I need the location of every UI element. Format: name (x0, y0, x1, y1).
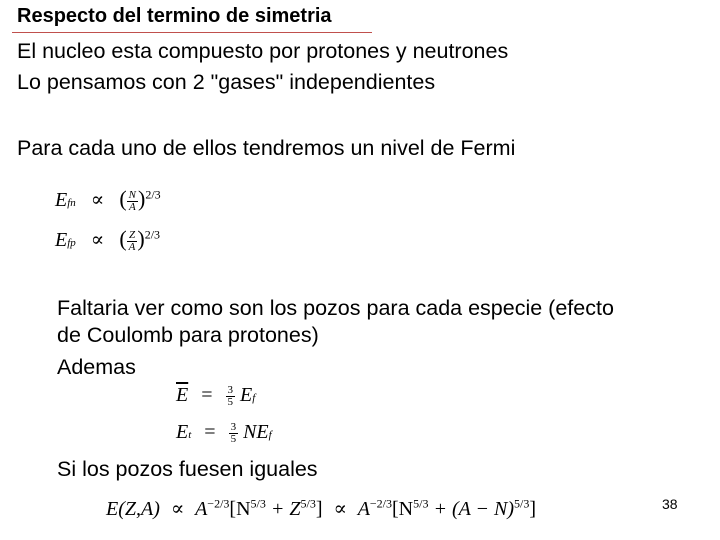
eq-relation: = (204, 421, 216, 443)
eq-exponent: 2/3 (144, 227, 161, 242)
page-number: 38 (662, 496, 678, 512)
equation-mean-energy (176, 384, 255, 408)
text-line-nucleus: El nucleo esta compuesto por protones y neutrones (17, 39, 509, 63)
equation-fermi-protons: Efp ∝ ( $\frac{Z}{A}$ )$^{2/3}$ (55, 226, 161, 253)
eq-fraction: $\frac{Z}{A}$ (128, 228, 136, 253)
text-line-wells-equal: Si los pozos fuesen iguales (57, 457, 318, 481)
eq-rhs: NE (243, 421, 269, 443)
eq-fraction: $\frac{N}{A}$ (128, 188, 136, 213)
equation-fermi-neutrons: Efn ∝ ( $\frac{N}{A}$ )$^{2/3}$ (55, 186, 161, 213)
text-line-wells-1: Faltaria ver como son los pozos para cada especie (efecto (57, 296, 614, 320)
eq-exponent: 2/3 (145, 187, 161, 202)
text-line-ademas: Ademas (57, 355, 136, 379)
title-underline (12, 32, 372, 33)
slide-title: Respecto del termino de simetria (17, 5, 332, 27)
equation-total-energy (176, 421, 272, 445)
eq-relation: ∝ (90, 229, 105, 251)
eq-subscript: fp (67, 237, 76, 249)
eq-lhs: E (55, 229, 68, 251)
eq-subscript: f (252, 392, 256, 404)
eq-rhs: E (240, 384, 253, 406)
eq-fraction: $\frac{3}{5}$ (227, 383, 233, 408)
text-line-gases: Lo pensamos con 2 "gases" independientes (17, 70, 436, 94)
text-line-wells-2: de Coulomb para protones) (57, 323, 319, 347)
eq-lhs-subscript: t (188, 429, 192, 441)
eq-lhs: $\overline{E}$ (176, 384, 189, 406)
eq-lhs: E (176, 421, 189, 443)
text-line-fermi: Para cada uno de ellos tendremos un nivel de Fermi (17, 136, 516, 160)
eq-relation: ∝ (90, 189, 105, 211)
eq-fraction: $\frac{3}{5}$ (230, 420, 237, 445)
eq-subscript: fn (67, 197, 76, 209)
equation-symmetry-term: $E(Z,A) \propto A^{-2/3}[N^{5/3} + Z^{5/3}] \propto A^{-2/3}[N^{5/3} + (A - N)^{5/3}]$ (106, 496, 536, 520)
eq-subscript: f (268, 429, 272, 441)
eq-lhs: E (55, 189, 68, 211)
eq-relation: = (201, 384, 213, 406)
